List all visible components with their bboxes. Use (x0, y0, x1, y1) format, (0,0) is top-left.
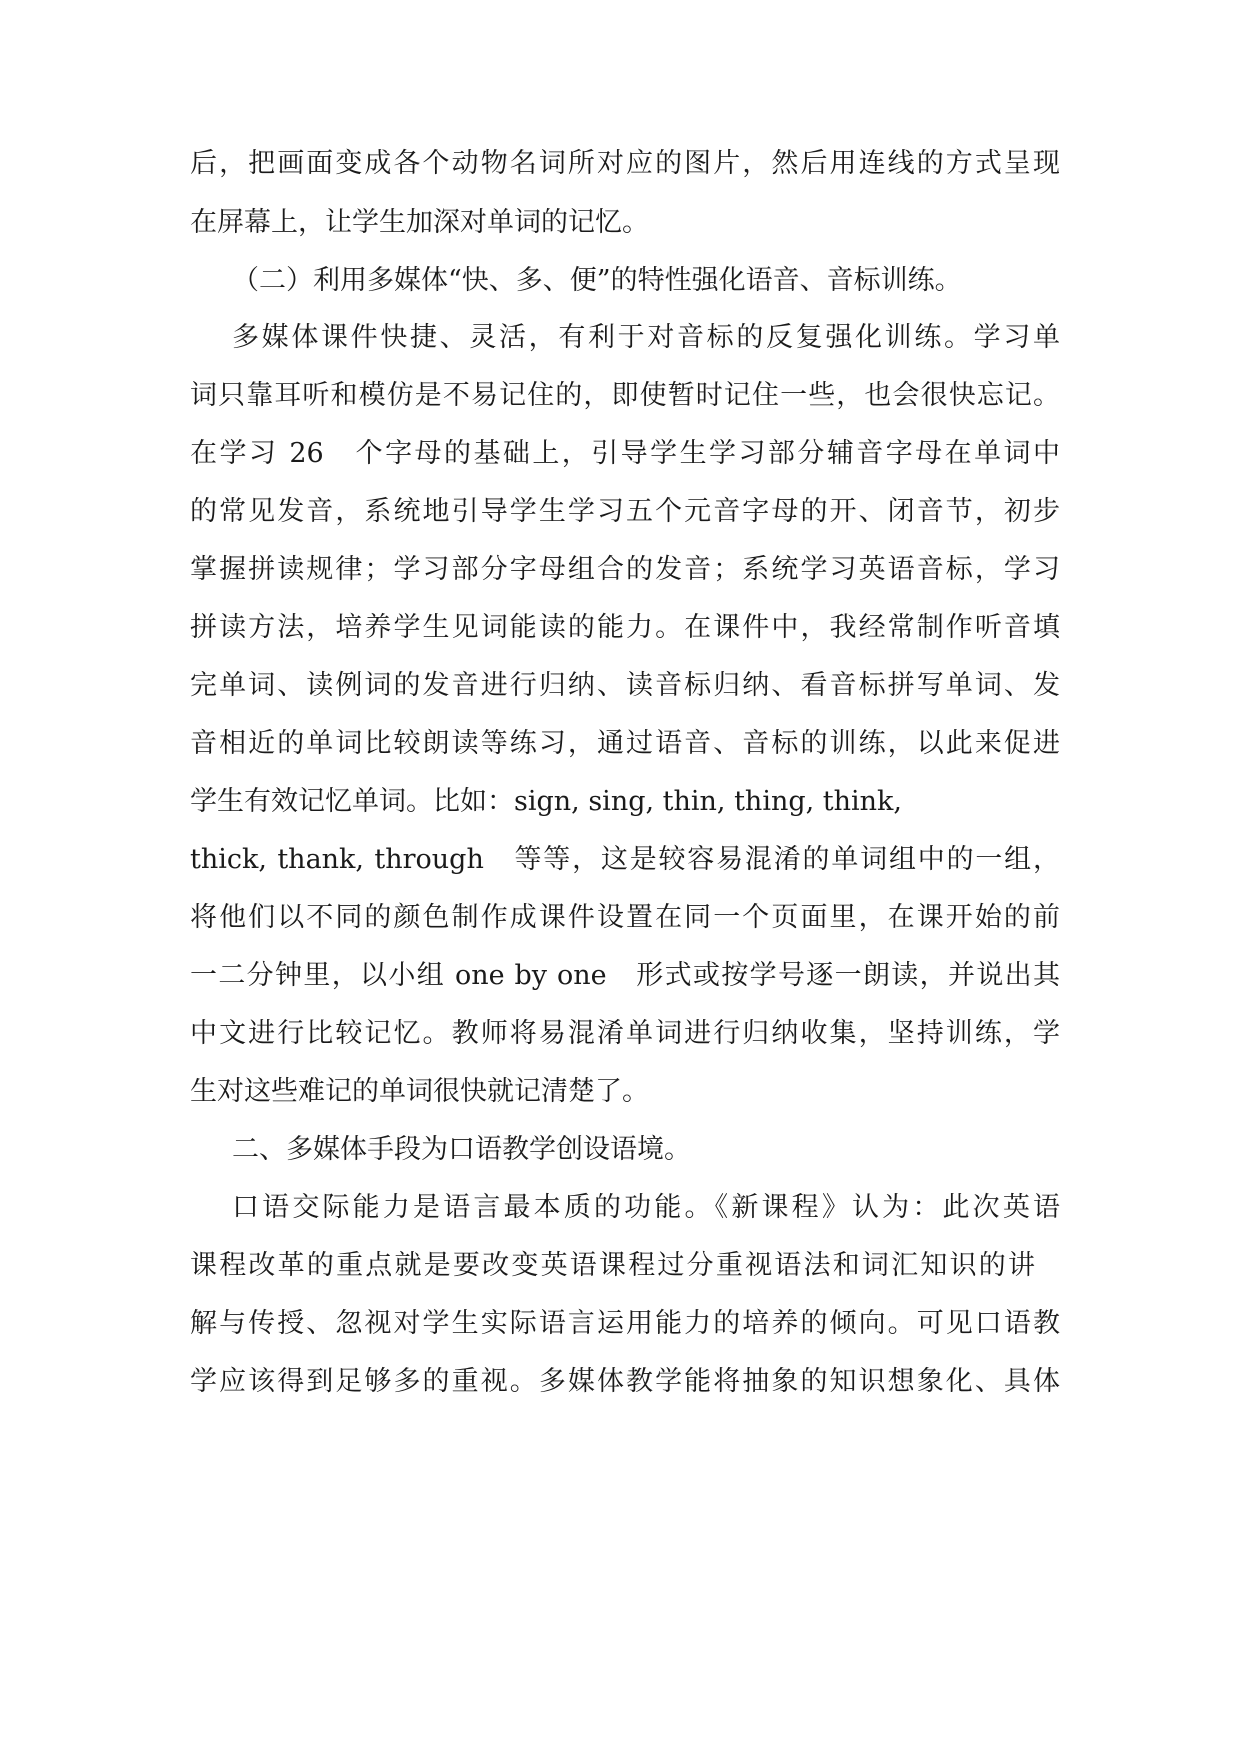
text-line: 音相近的单词比较朗读等练习，通过语音、音标的训练，以此来促进 (190, 728, 1060, 759)
text-line: 的常见发音，系统地引导学生学习五个元音字母的开、闭音节，初步 (190, 496, 1060, 527)
text-line: 词只靠耳听和模仿是不易记住的，即使暂时记住一些，也会很快忘记。 (190, 380, 1060, 411)
text-line: 在学习 26 个字母的基础上，引导学生学习部分辅音字母在单词中 (190, 438, 1060, 469)
text-line: 将他们以不同的颜色制作成课件设置在同一个页面里，在课开始的前 (190, 902, 1060, 933)
text-line: 完单词、读例词的发音进行归纳、读音标归纳、看音标拼写单词、发 (190, 670, 1060, 701)
text-line: 学生有效记忆单词。比如：sign, sing, thin, thing, think, (190, 786, 903, 817)
text-line: 掌握拼读规律；学习部分字母组合的发音；系统学习英语音标，学习 (190, 554, 1060, 585)
text-line: 多媒体课件快捷、灵活，有利于对音标的反复强化训练。学习单 (232, 322, 1060, 353)
section-heading: 二、多媒体手段为口语教学创设语境。 (232, 1134, 691, 1165)
text-line: 拼读方法，培养学生见词能读的能力。在课件中，我经常制作听音填 (190, 612, 1060, 643)
text-line: 口语交际能力是语言最本质的功能。《新课程》认为：此次英语 (232, 1192, 1060, 1223)
text-line: 后，把画面变成各个动物名词所对应的图片，然后用连线的方式呈现 (190, 148, 1060, 179)
text-line: 学应该得到足够多的重视。多媒体教学能将抽象的知识想象化、具体 (190, 1366, 1060, 1397)
text-line: 在屏幕上，让学生加深对单词的记忆。 (190, 207, 649, 238)
text-line: 一二分钟里，以小组 one by one 形式或按学号逐一朗读，并说出其 (190, 960, 1060, 991)
text-line: 解与传授、忽视对学生实际语言运用能力的培养的倾向。可见口语教 (190, 1308, 1060, 1339)
text-line: thick, thank, through 等等，这是较容易混淆的单词组中的一组， (190, 844, 1060, 875)
text-line: 中文进行比较记忆。教师将易混淆单词进行归纳收集，坚持训练，学 (190, 1018, 1060, 1049)
text-line: 课程改革的重点就是要改变英语课程过分重视语法和词汇知识的讲 (190, 1250, 1035, 1281)
text-line: 生对这些难记的单词很快就记清楚了。 (190, 1076, 649, 1107)
section-heading: （二）利用多媒体“快、多、便”的特性强化语音、音标训练。 (232, 265, 962, 296)
